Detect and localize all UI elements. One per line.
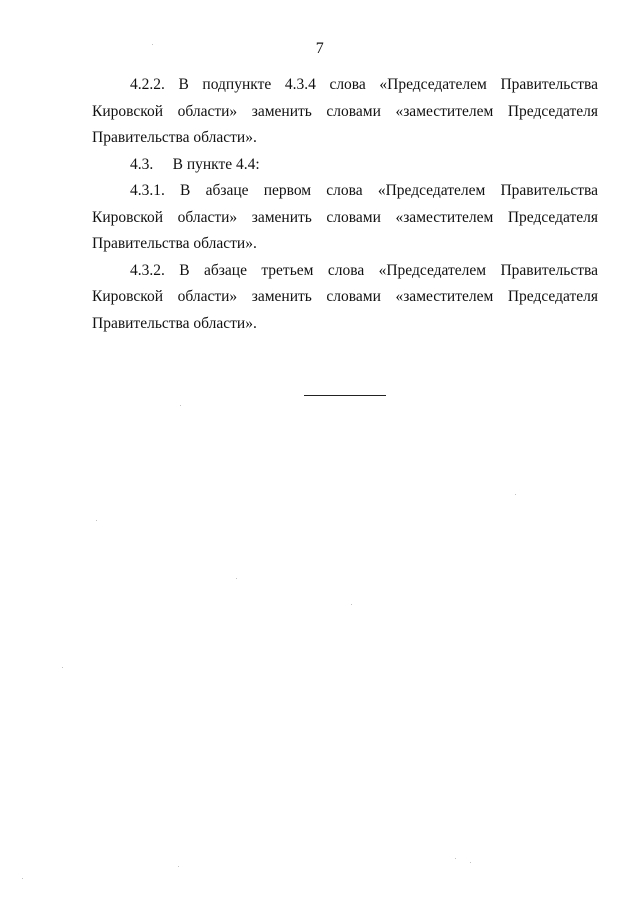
- scan-speck: [62, 667, 63, 668]
- paragraph-4-3-2: 4.3.2. В абзаце третьем слова «Председателем Правительства Кировской области» заменить словами «заместителем Председателя Правительства области».: [92, 261, 598, 332]
- page-number: 7: [315, 40, 325, 57]
- paragraph-4-2-2: 4.2.2. В подпункте 4.3.4 слова «Председателем Правительства Кировской области» заменить словами «заместителем Председателя Правительства области».: [92, 76, 598, 146]
- document-body: [92, 72, 598, 337]
- scan-speck: [180, 405, 181, 406]
- scan-speck: [178, 866, 179, 867]
- scan-speck: [470, 862, 471, 863]
- scan-speck: [236, 578, 237, 579]
- paragraph-4-3: 4.3. В пункте 4.4:: [130, 155, 260, 173]
- scan-speck: [455, 858, 456, 859]
- scan-speck: [96, 520, 97, 521]
- paragraph-4-3-1: 4.3.1. В абзаце первом слова «Председателем Правительства Кировской области» заменить словами «заместителем Председателя Правительства области».: [92, 182, 598, 252]
- scan-speck: [22, 878, 23, 879]
- scan-speck: [515, 494, 516, 495]
- scan-speck: [351, 604, 352, 605]
- scan-speck: [152, 44, 153, 45]
- end-divider-line: [304, 395, 386, 396]
